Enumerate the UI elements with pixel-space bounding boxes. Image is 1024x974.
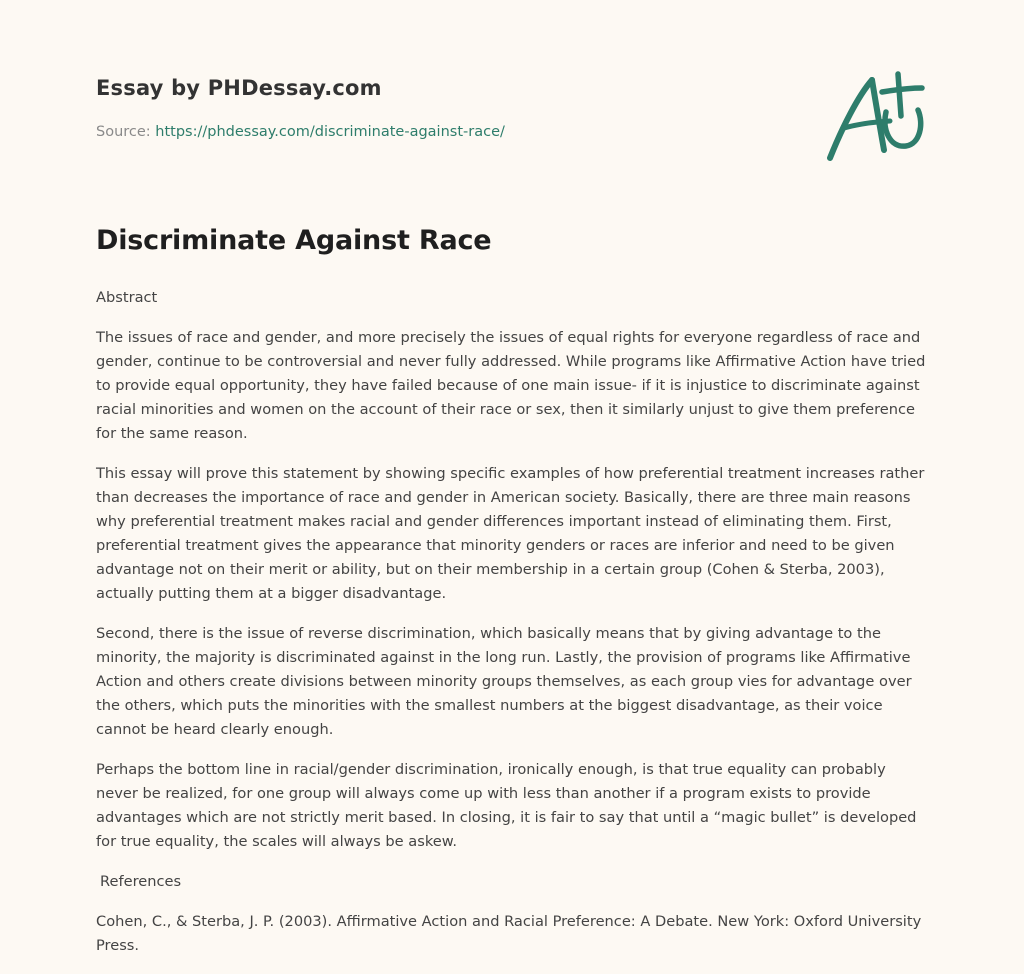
site-title: Essay by PHDessay.com bbox=[96, 76, 382, 100]
abstract-label: Abstract bbox=[96, 289, 158, 306]
document-body bbox=[96, 286, 932, 974]
source-prefix: Source: bbox=[96, 124, 156, 140]
paragraph-4: Perhaps the bottom line in racial/gender discrimination, ironically enough, is that true equality can probably never be realized, for one group will always come up with less than another if a program exists to provide advantages which are not strictly merit based. In closing, it is fair to say that until a “magic bullet” is developed for true equality, the scales will always be askew. bbox=[96, 761, 917, 850]
paragraph-2: This essay will prove this statement by showing specific examples of how preferential treatment increases rather than decreases the importance of race and gender in American society. Basically, there are three main reasons why preferential treatment makes racial and gender differences important instead of eliminating them. First, preferential treatment gives the appearance that minority genders or races are inferior and need to be given advantage not on their merit or ability, but on their membership in a certain group (Cohen & Sterba, 2003), actually putting them at a bigger disadvantage. bbox=[96, 465, 925, 602]
paragraph-1: The issues of race and gender, and more precisely the issues of equal rights for everyone regardless of race and gender, continue to be controversial and never fully addressed. While programs like Affirmative Action have tried to provide equal opportunity, they have failed because of one main issue- if it is injustice to discriminate against racial minorities and women on the account of their race or sex, then it similarly unjust to give them preference for the same reason. bbox=[96, 329, 926, 442]
document-title: Discriminate Against Race bbox=[96, 225, 492, 256]
a-plus-grade-logo-icon bbox=[820, 66, 930, 166]
reference-item: Cohen, C., & Sterba, J. P. (2003). Affirmative Action and Racial Preference: A Debate. New York: Oxford University Press. bbox=[96, 913, 922, 954]
references-label: References bbox=[100, 873, 182, 890]
paragraph-3: Second, there is the issue of reverse discrimination, which basically means that by giving advantage to the minority, the majority is discriminated against in the long run. Lastly, the provision of programs like Affirmative Action and others create divisions between minority groups themselves, as each group vies for advantage over the others, which puts the minorities with the smallest numbers at the biggest disadvantage, as their voice cannot be heard clearly enough. bbox=[96, 625, 912, 738]
source-line bbox=[96, 124, 505, 140]
source-link[interactable]: https://phdessay.com/discriminate-against-race/ bbox=[155, 124, 505, 140]
